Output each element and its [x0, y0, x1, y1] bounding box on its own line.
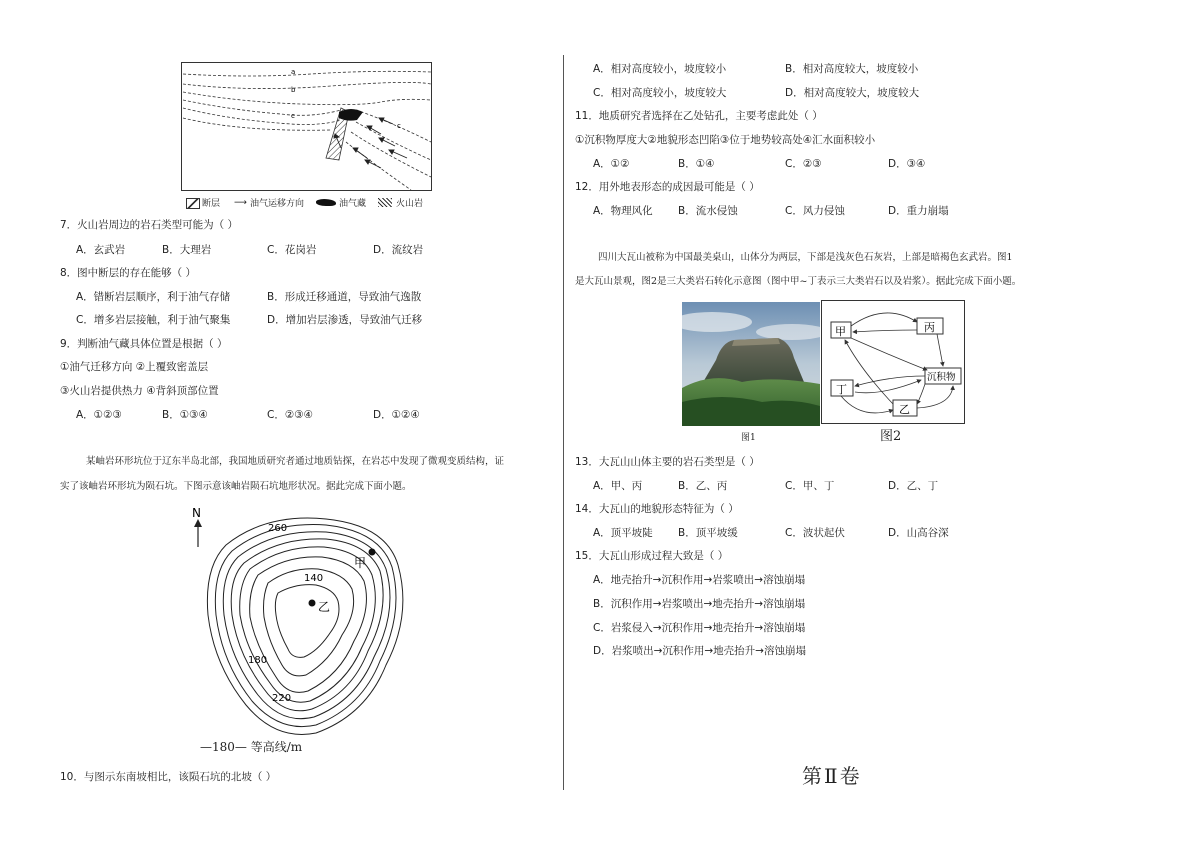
q9-item-1: ①油气迁移方向 ②上覆致密盖层 [60, 361, 209, 373]
node-jia [831, 322, 851, 338]
q13-opt-c[interactable]: C．甲、丁 [785, 480, 835, 492]
north-arrow [192, 506, 202, 547]
point-yi-dot [309, 600, 316, 607]
legend-dash-left: — [200, 740, 212, 754]
crater-contour-map [186, 505, 436, 755]
column-divider [563, 55, 564, 790]
q9-opt-b[interactable]: B．①③④ [162, 409, 208, 421]
point-jia-dot [369, 549, 376, 556]
q7-opt-d[interactable]: D．流纹岩 [373, 244, 424, 256]
q7-opt-c[interactable]: C．花岗岩 [267, 244, 317, 256]
q10-stem: 10．与图示东南坡相比，该陨石坑的北坡（ ） [60, 771, 277, 783]
q12-opt-d[interactable]: D．重力崩塌 [888, 205, 949, 217]
north-label: N [192, 506, 201, 520]
q9-stem: 9．判断油气藏具体位置是根据（ ） [60, 338, 228, 350]
q13-opt-d[interactable]: D．乙、丁 [888, 480, 939, 492]
label-a: a [291, 68, 296, 76]
reservoir-legend-icon [316, 199, 336, 206]
point-jia-label: 甲 [354, 556, 367, 570]
q11-opt-b[interactable]: B．①④ [678, 158, 715, 170]
fig2-caption: 图2 [880, 429, 902, 444]
q14-opt-b[interactable]: B．顶平坡缓 [678, 527, 738, 539]
q15-opt-d[interactable]: D．岩浆喷出→沉积作用→地壳抬升→溶蚀崩塌 [593, 645, 806, 657]
node-bing [917, 318, 943, 334]
contour-legend [200, 738, 302, 755]
legend-dash-right: — [234, 740, 251, 754]
q8-opt-b[interactable]: B．形成迁移通道，导致油气逸散 [267, 291, 422, 303]
q7-stem: 7．火山岩周边的岩石类型可能为（ ） [60, 219, 239, 231]
passage-dawashan-line2: 是大瓦山景观，图2是三大类岩石转化示意图（图中甲~丁表示三大类岩石以及岩浆）。据此完成下面小题。 [575, 276, 1022, 287]
q14-opt-a[interactable]: A．顶平坡陡 [593, 527, 653, 539]
q14-stem: 14．大瓦山的地貌形态特征为（ ） [575, 503, 739, 515]
q7-opt-a[interactable]: A．玄武岩 [76, 244, 126, 256]
q12-stem: 12．用外地表形态的成因最可能是（ ） [575, 181, 760, 193]
q15-opt-b[interactable]: B．沉积作用→岩浆喷出→地壳抬升→溶蚀崩塌 [593, 598, 806, 610]
node-sediment [925, 368, 961, 384]
node-ding [831, 380, 853, 396]
fault-legend-icon [186, 198, 200, 209]
contour-label-140: 140 [304, 573, 324, 584]
passage-crater-line1: 某岫岩环形坑位于辽东半岛北部，我国地质研究者通过地质钻探，在岩芯中发现了微观变质结构，证 [86, 456, 505, 467]
contour-label-260: 260 [268, 523, 288, 534]
figure-legend [186, 196, 436, 210]
q13-opt-b[interactable]: B．乙、丙 [678, 480, 728, 492]
svg-text:丁: 丁 [836, 383, 847, 396]
passage-crater-line2: 实了该岫岩环形坑为陨石坑。下图示意该岫岩陨石坑地形状况。据此完成下面小题。 [60, 481, 412, 492]
volcanic-legend-icon [378, 198, 392, 207]
q9-item-2: ③火山岩提供热力 ④背斜顶部位置 [60, 385, 219, 397]
contour-label-180: 180 [248, 655, 268, 666]
legend-fault: 断层 [202, 199, 221, 209]
q14-opt-d[interactable]: D．山高谷深 [888, 527, 949, 539]
q8-stem: 8．图中断层的存在能够（ ） [60, 267, 197, 279]
svg-text:乙: 乙 [899, 403, 910, 416]
q11-opt-d[interactable]: D．③④ [888, 158, 926, 170]
passage-dawashan-line1: 四川大瓦山被称为中国最美桌山，山体分为两层，下部是浅灰色石灰岩，上部是暗褐色玄武岩。图1 [598, 252, 1013, 263]
q15-opt-a[interactable]: A．地壳抬升→沉积作用→岩浆喷出→溶蚀崩塌 [593, 574, 806, 586]
arrow-legend-icon: ⟶ [234, 198, 247, 208]
contour-label-220: 220 [272, 693, 292, 704]
q11-items: ①沉积物厚度大②地貌形态凹陷③位于地势较高处④汇水面积较小 [575, 134, 876, 146]
q11-opt-c[interactable]: C．②③ [785, 158, 822, 170]
q10-opt-b[interactable]: B．相对高度较大，坡度较小 [785, 63, 919, 75]
q11-stem: 11．地质研究者选择在乙处钻孔，主要考虑此处（ ） [575, 110, 823, 122]
q14-opt-c[interactable]: C．波状起伏 [785, 527, 845, 539]
label-c-right: c [397, 122, 401, 130]
node-yi [893, 400, 917, 416]
oil-gas-cross-section-figure [181, 62, 433, 192]
q7-opt-b[interactable]: B．大理岩 [162, 244, 212, 256]
q12-opt-c[interactable]: C．风力侵蚀 [785, 205, 845, 217]
q12-opt-b[interactable]: B．流水侵蚀 [678, 205, 738, 217]
svg-text:沉积物: 沉积物 [927, 372, 956, 383]
q15-stem: 15．大瓦山形成过程大致是（ ） [575, 550, 729, 562]
contour-legend-value: 180 [212, 740, 235, 754]
rock-cycle-diagram [821, 300, 965, 424]
svg-text:甲: 甲 [835, 325, 846, 338]
q9-opt-a[interactable]: A．①②③ [76, 409, 122, 421]
legend-reservoir: 油气藏 [339, 199, 367, 209]
q9-opt-c[interactable]: C．②③④ [267, 409, 314, 421]
q15-opt-c[interactable]: C．岩浆侵入→沉积作用→地壳抬升→溶蚀崩塌 [593, 622, 806, 634]
svg-text:丙: 丙 [924, 321, 935, 334]
q8-opt-a[interactable]: A．错断岩层顺序，利于油气存储 [76, 291, 231, 303]
legend-volcanic: 火山岩 [396, 199, 424, 209]
q8-opt-c[interactable]: C．增多岩层接触，利于油气聚集 [76, 314, 231, 326]
q13-stem: 13．大瓦山山体主要的岩石类型是（ ） [575, 456, 760, 468]
label-c-left: c [291, 112, 295, 120]
q13-opt-a[interactable]: A．甲、丙 [593, 480, 643, 492]
section-title: 第Ⅱ卷 [802, 764, 862, 788]
q10-opt-c[interactable]: C．相对高度较小，坡度较大 [593, 87, 727, 99]
point-yi-label: 乙 [318, 600, 331, 614]
q10-opt-d[interactable]: D．相对高度较大，坡度较大 [785, 87, 920, 99]
label-b: b [291, 86, 296, 94]
dawashan-photo [682, 302, 820, 426]
fig1-caption: 图1 [741, 433, 756, 443]
q9-opt-d[interactable]: D．①②④ [373, 409, 420, 421]
legend-migration: 油气运移方向 [250, 199, 305, 209]
q12-opt-a[interactable]: A．物理风化 [593, 205, 653, 217]
contour-legend-text: 等高线/m [250, 740, 303, 754]
q10-opt-a[interactable]: A．相对高度较小，坡度较小 [593, 63, 727, 75]
q8-opt-d[interactable]: D．增加岩层渗透，导致油气迁移 [267, 314, 423, 326]
q11-opt-a[interactable]: A．①② [593, 158, 630, 170]
